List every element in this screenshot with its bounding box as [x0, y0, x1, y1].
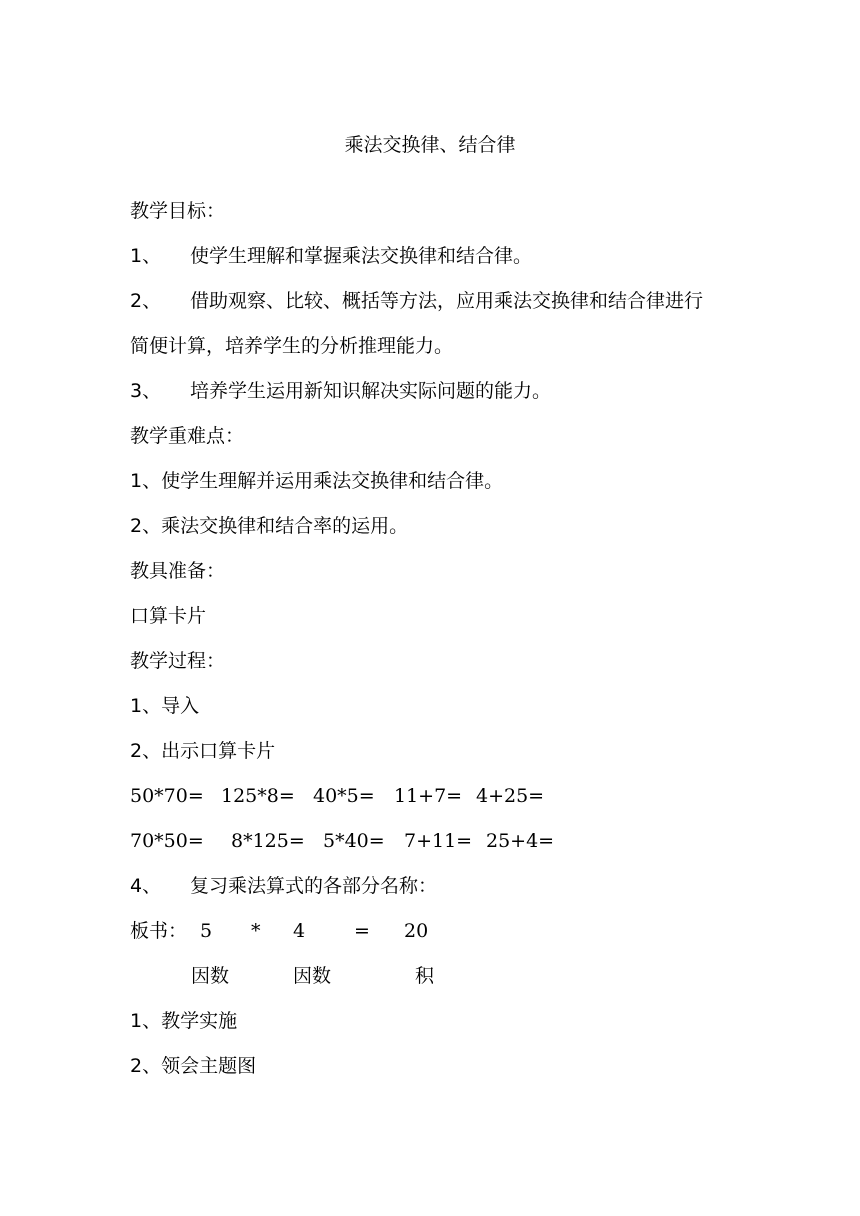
- goal-number: 3、: [130, 380, 162, 402]
- process-item-1: 1、导入: [130, 695, 200, 717]
- card-expression: 70*50=: [130, 830, 204, 852]
- card-expression: 125*8=: [221, 785, 295, 807]
- goals-heading: 教学目标：: [130, 200, 226, 222]
- implementation-item-1: 1、教学实施: [130, 1010, 238, 1032]
- board-result: 20: [404, 920, 429, 942]
- goal-item-1: [130, 243, 532, 269]
- implementation-item-2: 2、领会主题图: [130, 1055, 257, 1077]
- difficulty-item-1: 1、使学生理解并运用乘法交换律和结合律。: [130, 470, 504, 492]
- board-label-factor-2: 因数: [293, 965, 332, 987]
- goal-number: 2、: [130, 290, 162, 312]
- review-text: 复习乘法算式的各部分名称：: [190, 875, 438, 897]
- document-title: 乘法交换律、结合律: [344, 134, 516, 156]
- process-item-2: 2、出示口算卡片: [130, 740, 276, 762]
- card-expression: 4+25=: [476, 785, 545, 807]
- board-operator: *: [251, 920, 261, 942]
- goal-text: 借助观察、比较、概括等方法，应用乘法交换律和结合律进行: [190, 290, 704, 312]
- card-expression: 40*5=: [313, 785, 375, 807]
- board-label-product: 积: [415, 965, 435, 987]
- tools-text: 口算卡片: [130, 605, 207, 627]
- goal-number: 1、: [130, 245, 162, 267]
- card-expression: 5*40=: [323, 830, 385, 852]
- goal-text: 培养学生运用新知识解决实际问题的能力。: [190, 380, 552, 402]
- card-expression: 11+7=: [394, 785, 463, 807]
- goal-item-2-continuation: 简便计算，培养学生的分析推理能力。: [130, 335, 454, 357]
- tools-heading: 教具准备：: [130, 560, 226, 582]
- board-label: 板书：: [130, 920, 188, 942]
- goal-text: 使学生理解和掌握乘法交换律和结合律。: [190, 245, 533, 267]
- board-label-factor-1: 因数: [191, 965, 230, 987]
- goal-item-3: [130, 378, 551, 404]
- difficulty-heading: 教学重难点：: [130, 425, 245, 447]
- board-factor-b: 4: [293, 920, 306, 942]
- review-item: [130, 873, 437, 899]
- difficulty-item-2: 2、乘法交换律和结合率的运用。: [130, 515, 409, 537]
- process-heading: 教学过程：: [130, 650, 226, 672]
- card-expression: 25+4=: [486, 830, 555, 852]
- card-expression: 50*70=: [130, 785, 204, 807]
- board-factor-a: 5: [200, 920, 213, 942]
- review-number: 4、: [130, 875, 162, 897]
- card-expression: 7+11=: [404, 830, 473, 852]
- board-equals: =: [354, 920, 370, 942]
- card-expression: 8*125=: [231, 830, 305, 852]
- goal-item-2: [130, 288, 703, 314]
